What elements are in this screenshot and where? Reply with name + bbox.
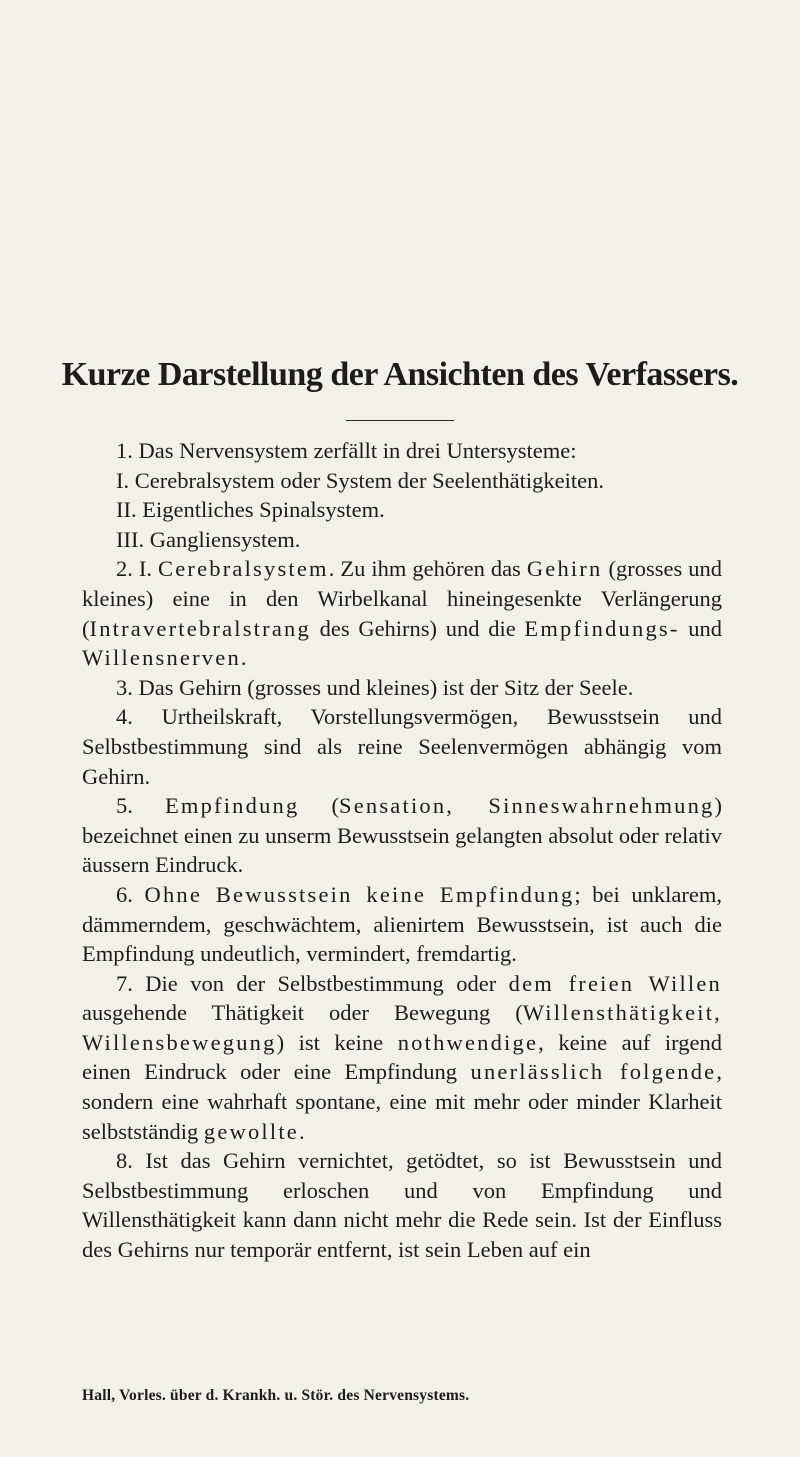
text-run: und	[679, 615, 722, 641]
text-run: 5.	[116, 793, 165, 819]
text-run: .	[240, 645, 247, 671]
spaced-term: Gehirn	[526, 556, 603, 582]
spaced-term: Ohne Bewusstsein keine Empfindung	[144, 881, 575, 907]
text-run: ; bei unklarem, dämmerndem, geschwächtem, alienirtem Bewusstsein, ist auch die Empfindung undeutlich, vermindert, fremdartig.	[82, 881, 722, 967]
text-run: . Zu ihm gehören das	[328, 556, 527, 582]
text-run: , keine auf irgend einen Eindruck oder eine Empfindung	[82, 1029, 722, 1085]
subsystem-1: I. Cerebralsystem oder System der Seelenthätigkeiten.	[116, 467, 604, 493]
text-run: ) bezeichnet einen zu unserm Bewusstsein gelangten absolut oder relativ äussern Eindruck.	[82, 793, 723, 878]
text-run: 2. I.	[116, 556, 158, 582]
spaced-term: dem freien Willen	[508, 970, 722, 996]
spaced-term: nothwendige	[397, 1029, 539, 1055]
paragraph-2	[82, 554, 722, 672]
text-run: , sondern eine wahrhaft spontane, eine mit mehr oder minder Klarheit selbstständig	[82, 1059, 722, 1144]
text-run: ausgehende Thätigkeit oder Bewegung (	[82, 1000, 523, 1026]
paragraph-4: 4. Urtheilskraft, Vorstellungsvermögen, Bewusstsein und Selbstbestimmung sind als reine Seelenvermögen abhängig vom Gehirn.	[82, 704, 722, 789]
text-run: .	[298, 1118, 305, 1144]
spaced-term: Willensnerven	[82, 645, 241, 671]
text-run: (grosses und kleines) eine in den Wirbelkanal hineingesenkte Verlängerung (	[82, 556, 722, 641]
paragraph-6	[82, 880, 722, 969]
footer-signature-line: Hall, Vorles. über d. Krankh. u. Stör. des Nervensystems.	[82, 1387, 470, 1404]
spaced-term: unerlässlich folgende	[470, 1059, 717, 1085]
spaced-term: gewollte	[203, 1118, 299, 1144]
text-run: 6.	[116, 881, 145, 907]
paragraph-5	[82, 791, 722, 880]
spaced-term: Empfindungs-	[524, 615, 680, 641]
title-divider	[346, 420, 454, 421]
subsystem-2: II. Eigentliches Spinalsystem.	[116, 497, 385, 523]
spaced-term: Empfindung	[164, 793, 300, 819]
text-run: des Gehirns) und die	[310, 615, 525, 641]
text-run: ) ist keine	[276, 1029, 398, 1055]
spaced-term: Willensthätigkeit, Willensbewegung	[82, 1000, 722, 1055]
paragraph-1: 1. Das Nervensystem zerfällt in drei Untersysteme:	[116, 438, 577, 463]
text-run: (	[299, 793, 339, 819]
paragraph-7	[82, 969, 722, 1147]
paragraph-3: 3. Das Gehirn (grosses und kleines) ist der Sitz der Seele.	[116, 674, 634, 700]
paragraph-8: 8. Ist das Gehirn vernichtet, getödtet, so ist Bewusstsein und Selbstbestimmung erloschen und von Empfindung und Willensthätigkeit kann dann nicht mehr die Rede sein. Ist der Einfluss des Gehirns nur temporär entfernt, ist sein Leben auf ein	[82, 1148, 722, 1263]
subsystem-3: III. Gangliensystem.	[116, 526, 301, 552]
spaced-term: Sensation, Sinneswahrnehmung	[339, 793, 715, 819]
spaced-term: Intravertebralstrang	[89, 615, 311, 641]
text-run: 7. Die von der Selbstbestimmung oder	[116, 970, 509, 996]
spaced-term: Cerebralsystem	[157, 556, 329, 582]
page-title: Kurze Darstellung der Ansichten des Verfassers.	[61, 356, 739, 393]
body-text	[82, 436, 722, 1265]
